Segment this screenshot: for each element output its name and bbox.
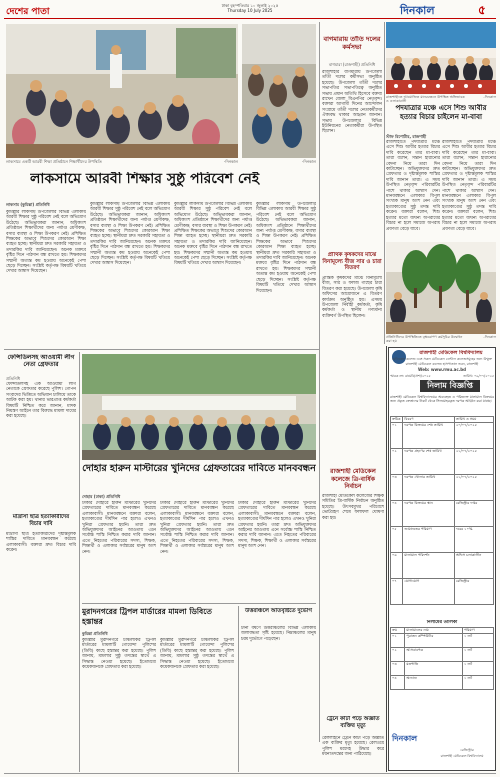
table-row	[391, 552, 494, 578]
table-row	[391, 633, 494, 647]
arrest-body: ফেন্সিডিলসহ এক আওয়ামী লীগ নেতাকে গ্রেফতার করেছে পুলিশ। গোপন সংবাদের ভিত্তিতে অভিযান চালিয়ে তাকে আটক করা হয়। থানার ভারপ্রাপ্ত কর্মকর্তা বিষয়টি নিশ্চিত করে জানান, মাদক নিয়ন্ত্রণ আইনে তার বিরুদ্ধে মামলা দায়ের করা হয়েছে।	[6, 382, 76, 420]
notice-list-th-item: মালামালের নাম	[405, 628, 463, 634]
bagmara-body: রাজশাহীর বাগমারায় উপজেলা তাঁতী দলের কর্মীসভা অনুষ্ঠিত হয়েছে। উপজেলা তাঁতী দলের সভাপতির সভাপতিত্বে অনুষ্ঠিত সভায় প্রধান অতিথি হিসেবে বক্তব্য রাখেন জেলা বিএনপির নেতৃবৃন্দ। বক্তারা আগামী দিনের আন্দোলন সংগ্রামে তাঁতী দলের নেতাকর্মীদের ঐক্যবদ্ধ থাকার আহ্বান জানান। সভায় উপজেলার বিভিন্ন ইউনিয়নের নেতাকর্মীরা উপস্থিত ছিলেন।	[322, 70, 382, 135]
table-cell: ০৩	[391, 474, 403, 500]
notice-list-th-serial: ক্রম	[391, 628, 405, 634]
human-chain-body-col2: ঢাকার দোহারে হারুন মাস্টারের খুনিদের গ্রেফতারের দাবিতে মানববন্ধন করেছে এলাকাবাসী। মানববন্ধনে বক্তারা বলেন, হত্যাকাণ্ডের দীর্ঘদিন পার হলেও এখনও খুনিরা গ্রেফতার হয়নি। তারা দ্রুত অভিযুক্তদের আইনের আওতায় এনে সর্বোচ্চ শাস্তি নিশ্চিত করার দাবি জানান। এতে নিহতের পরিবারের সদস্য, শিক্ষক, শিক্ষার্থী ও এলাকার সর্বস্তরের মানুষ অংশ নেন।	[160, 501, 234, 555]
table-cell: ১ লট	[463, 661, 494, 675]
notice-th-date: তারিখ ও সময়	[454, 417, 493, 423]
lead-body-col2: কুমিল্লার লাকসাম উপজেলার বিভিন্ন এলাকায় আরবী শিক্ষার সুষ্ঠু পরিবেশ নেই বলে অভিযোগ উঠেছে। অভিভাবকরা জানান, অধিকাংশ প্রতিষ্ঠানে শিক্ষার্থীদের জন্য পর্যাপ্ত শ্রেণীকক্ষ, বসার ব্যবস্থা ও শিক্ষা উপকরণ নেই। প্রশিক্ষিত শিক্ষকের অভাবে শিশুদের কোরআন শিক্ষা ব্যাহত হচ্ছে। স্থানীয়রা দ্রুত সরকারি সহায়তা ও তদারকির দাবি জানিয়েছেন। অনেক মক্তবে বৃষ্টির দিনে পাঠদান বন্ধ রাখতে হয়। শিক্ষকদের সম্মানী অত্যন্ত কম হওয়ায় অনেকেই পেশা ছেড়ে দিচ্ছেন। সংশ্লিষ্ট কর্তৃপক্ষ বিষয়টি খতিয়ে দেখার আশ্বাস দিয়েছেন।	[90, 202, 170, 267]
table-cell: ১ লট	[463, 675, 494, 689]
bagmara-headline: বাগমারায় তাঁতি দলের কর্মসভা	[323, 36, 381, 51]
table-cell: ০৭	[391, 578, 403, 604]
table-row	[391, 474, 494, 500]
lead-headline: লাকসামে আরবী শিক্ষার সুষ্ঠু পরিবেশ নেই	[30, 172, 260, 187]
top-right-photo-caption: রাজশাহীতে আয়োজিত মানববন্ধনে উপস্থিত অভিভাবক ও এলাকাবাসী	[386, 95, 465, 104]
human-chain-byline: দোহার (ঢাকা) প্রতিনিধি	[82, 494, 121, 499]
table-cell: দরপত্র বিক্রয়ের শেষ তারিখ	[403, 422, 455, 448]
table-cell: ০৬	[391, 552, 403, 578]
table-cell: ০২	[391, 448, 403, 474]
notice-title-bar: নিলাম বিজ্ঞপ্তি	[420, 380, 480, 392]
table-cell: ০৫	[391, 526, 403, 552]
top-right-headline: পদযাত্রার মঞ্চে এসে শিশু আবীর হত্যার বিচার চাইলেন মা-বাবা	[395, 104, 487, 121]
notice-table	[390, 416, 494, 616]
lead-body-col4: কুমিল্লার লাকসাম উপজেলার বিভিন্ন এলাকায় আরবী শিক্ষার সুষ্ঠু পরিবেশ নেই বলে অভিযোগ উঠেছে। অভিভাবকরা জানান, অধিকাংশ প্রতিষ্ঠানে শিক্ষার্থীদের জন্য পর্যাপ্ত শ্রেণীকক্ষ, বসার ব্যবস্থা ও শিক্ষা উপকরণ নেই। প্রশিক্ষিত শিক্ষকের অভাবে শিশুদের কোরআন শিক্ষা ব্যাহত হচ্ছে। স্থানীয়রা দ্রুত সরকারি সহায়তা ও তদারকির দাবি জানিয়েছেন। অনেক মক্তবে বৃষ্টির দিনে পাঠদান বন্ধ রাখতে হয়। শিক্ষকদের সম্মানী অত্যন্ত কম হওয়ায় অনেকেই পেশা ছেড়ে দিচ্ছেন। সংশ্লিষ্ট কর্তৃপক্ষ বিষয়টি খতিয়ে দেখার আশ্বাস দিয়েছেন।	[256, 202, 316, 294]
plant-body: প্রান্তিক কৃষকদের মাঝে বিনামূল্যে বীজ, সার ও ফলজ গাছের চারা বিতরণ করা হয়েছে। উপজেলা কৃষি অফিসের আয়োজনে এ বিতরণ কার্যক্রম অনুষ্ঠিত হয়। এসময় উপজেলা নির্বাহী কর্মকর্তা, কৃষি কর্মকর্তা ও স্থানীয় গণ্যমান্য ব্যক্তিবর্গ উপস্থিত ছিলেন।	[322, 276, 382, 319]
human-chain-headline: দোহার হারুন মাস্টারের খুনিদের গ্রেফতারের দাবিতে মানববন্ধন	[82, 463, 316, 474]
table-row	[391, 675, 494, 689]
header-date	[150, 3, 350, 13]
top-right-body-col2: রাজশাহীতে পদযাত্রার মঞ্চে এসে শিশু আবীর হত্যার বিচার দাবি করেছেন তার মা-বাবা। তারা বলেন, সন্তান হারানোর বেদনা নিয়ে তারা দিন কাটাচ্ছেন। অভিযুক্তদের দ্রুত গ্রেফতার ও দৃষ্টান্তমূলক শাস্তির দাবি জানান তারা। এ সময় উপস্থিত নেতৃবৃন্দ পরিবারটির পাশে থাকার আশ্বাস দেন। মানববন্ধনে এলাকার বিপুল সংখ্যক মানুষ অংশ নেন এবং হত্যাকাণ্ডের সুষ্ঠু তদন্ত দাবি করেন। বক্তারা বলেন, শিশু হত্যার মতো জঘন্য অপরাধের বিচার না হলে সমাজে অপরাধ প্রবণতা বেড়ে যাবে।	[442, 140, 496, 232]
train-headline: ট্রেনে কাটা পড়ে অজ্ঞাত ব্যক্তির মৃত্যু	[326, 716, 380, 729]
human-chain-body-col3: ঢাকার দোহারে হারুন মাস্টারের খুনিদের গ্রেফতারের দাবিতে মানববন্ধন করেছে এলাকাবাসী। মানববন্ধনে বক্তারা বলেন, হত্যাকাণ্ডের দীর্ঘদিন পার হলেও এখনও খুনিরা গ্রেফতার হয়নি। তারা দ্রুত অভিযুক্তদের আইনের আওতায় এনে সর্বোচ্চ শাস্তি নিশ্চিত করার দাবি জানান। এতে নিহতের পরিবারের সদস্য, শিক্ষক, শিক্ষার্থী ও এলাকার সর্বস্তরের মানুষ অংশ নেন।	[238, 501, 316, 550]
section-title: দেশের পাতা	[6, 7, 50, 17]
mid-photo	[242, 24, 316, 158]
driver-headline: মুরাদনগরের ট্রিপল মার্ডারের মামলা ডিবিতে হস্তান্তর	[82, 607, 212, 626]
table-cell: ২১/০৭/২০২৫	[454, 448, 493, 474]
lead-byline: লাকসাম (কুমিল্লা) প্রতিনিধি	[6, 202, 50, 207]
table-cell: ০১	[391, 633, 405, 647]
table-row	[391, 661, 494, 675]
table-row	[391, 448, 494, 474]
driver-byline: কুমিল্লা প্রতিনিধি	[82, 631, 108, 636]
notice-footer-logo: দিনকাল	[392, 733, 418, 743]
table-cell: ০৩	[391, 661, 405, 675]
mother-headline: মাদ্রাসা ছাত্র হত্যাকারীদের বিচার দাবি	[12, 514, 70, 527]
table-row	[391, 526, 494, 552]
notice-list-table	[390, 627, 494, 707]
driver-body-col1: কুমিল্লার মুরাদনগরে চাঞ্চল্যকর ট্রিপল মার্ডারের মামলাটি গোয়েন্দা পুলিশের (ডিবি) কাছে হস্তান্তর করা হয়েছে। পুলিশ জানায়, মামলার সুষ্ঠু তদন্তের স্বার্থে এ সিদ্ধান্ত নেওয়া হয়েছে। ইতোমধ্যে কয়েকজনকে গ্রেফতার করা হয়েছে।	[82, 638, 156, 671]
notice-web[interactable]: Web: www.rmu.ac.bd	[417, 367, 466, 372]
bagmara-byline: বাগমারা (রাজশাহী) প্রতিনিধি	[328, 62, 376, 67]
top-right-photo-credit: -দিনকাল	[483, 95, 496, 99]
notice-date: তারিখ: ০৯/০৭/২০২৫	[463, 374, 494, 378]
arrest-headline: ফেন্সিডিলসহ আওয়ামী লীগ নেতা গ্রেফতার	[7, 354, 75, 368]
table-cell: অন্যান্য	[405, 675, 463, 689]
table-cell: ১ লট	[463, 647, 494, 661]
table-cell: ০৪	[391, 675, 405, 689]
tree-photo	[386, 242, 496, 334]
notice-signer: রেজিস্ট্রার	[460, 748, 474, 752]
notice-memo: স্মারক নং: রামেবি/প্রশা/২০২৫	[390, 374, 431, 378]
arrest-byline: প্রতিনিধি	[6, 376, 21, 381]
notice-signer-org: রাজশাহী মেডিকেল বিশ্ববিদ্যালয়	[440, 754, 484, 758]
table-cell: রেজিস্ট্রার দপ্তর	[454, 500, 493, 526]
mother-body: মাদ্রাসা ছাত্র হত্যাকারীদের দৃষ্টান্তমূলক শাস্তির দাবিতে মানববন্ধন করেছে এলাকাবাসী। বক্তারা দ্রুত বিচার দাবি করেন।	[6, 532, 76, 554]
flood-body: টানা বর্ষণে উত্তরাঞ্চলের বিভিন্ন এলাকায় জলাবদ্ধতা সৃষ্টি হয়েছে। নিম্নাঞ্চলের মানুষ চরম দুর্ভোগে পড়েছেন।	[241, 626, 316, 642]
table-cell: জামানতের পরিমাণ	[403, 526, 455, 552]
mid-photo-credit: -দিনকাল	[301, 159, 316, 164]
table-cell: আসবাবপত্র	[405, 647, 463, 661]
lead-photo-caption: লাকসামে একটি আরবী শিক্ষা প্রতিষ্ঠানে শিক্ষার্থীদের উপস্থিতি	[6, 159, 102, 164]
notice-intro: রাজশাহী মেডিকেল বিশ্ববিদ্যালয়ের অব্যবহৃত ও পরিত্যক্ত মালামাল বিক্রয়ের জন্য প্রকৃত ক্রেতাদের নিকট থেকে সিলমোহরকৃত দরপত্র আহ্বান করা যাচ্ছে।	[390, 395, 494, 404]
table-row	[391, 422, 494, 448]
table-cell: দরপত্র খোলার তারিখ	[403, 474, 455, 500]
header-date-bn: ঢাকা বৃহস্পতিবার ১০ জুলাই ২০২৫	[221, 3, 279, 8]
table-cell: দরপত্র গ্রহণের শেষ তারিখ	[403, 448, 455, 474]
table-cell: ০১	[391, 422, 403, 448]
tree-photo-credit: -দিনকাল	[483, 335, 496, 339]
notice-th-serial: ক্রমিক	[391, 417, 403, 423]
notice-list-th-qty: পরিমাণ	[463, 628, 494, 634]
notice-th-desc: বিবরণ	[403, 417, 455, 423]
notice-org: রাজশাহী মেডিকেল বিশ্ববিদ্যালয়	[419, 350, 483, 356]
table-cell: দরের ১০%	[454, 526, 493, 552]
table-cell: ১ লট	[463, 633, 494, 647]
lead-photo	[6, 24, 238, 158]
train-body: রেললাইনে ট্রেনে কাটা পড়ে অজ্ঞাত এক ব্যক্তির মৃত্যু হয়েছে। রেলওয়ে পুলিশ মরদেহ উদ্ধার করে ময়নাতদন্তের জন্য পাঠিয়েছে।	[322, 736, 384, 758]
lead-body-col3: কুমিল্লার লাকসাম উপজেলার বিভিন্ন এলাকায় আরবী শিক্ষার সুষ্ঠু পরিবেশ নেই বলে অভিযোগ উঠেছে। অভিভাবকরা জানান, অধিকাংশ প্রতিষ্ঠানে শিক্ষার্থীদের জন্য পর্যাপ্ত শ্রেণীকক্ষ, বসার ব্যবস্থা ও শিক্ষা উপকরণ নেই। প্রশিক্ষিত শিক্ষকের অভাবে শিশুদের কোরআন শিক্ষা ব্যাহত হচ্ছে। স্থানীয়রা দ্রুত সরকারি সহায়তা ও তদারকির দাবি জানিয়েছেন। অনেক মক্তবে বৃষ্টির দিনে পাঠদান বন্ধ রাখতে হয়। শিক্ষকদের সম্মানী অত্যন্ত কম হওয়ায় অনেকেই পেশা ছেড়ে দিচ্ছেন। সংশ্লিষ্ট কর্তৃপক্ষ বিষয়টি খতিয়ে দেখার আশ্বাস দিয়েছেন।	[174, 202, 252, 267]
top-right-photo	[386, 22, 496, 94]
tree-photo-caption: প্রতিনিধিদের উপস্থিতিতে বৃক্ষরোপণ কর্মসূচির উদ্বোধন করা হয়	[386, 335, 463, 344]
human-chain-body-col1: ঢাকার দোহারে হারুন মাস্টারের খুনিদের গ্রেফতারের দাবিতে মানববন্ধন করেছে এলাকাবাসী। মানববন্ধনে বক্তারা বলেন, হত্যাকাণ্ডের দীর্ঘদিন পার হলেও এখনও খুনিরা গ্রেফতার হয়নি। তারা দ্রুত অভিযুক্তদের আইনের আওতায় এনে সর্বোচ্চ শাস্তি নিশ্চিত করার দাবি জানান। এতে নিহতের পরিবারের সদস্য, শিক্ষক, শিক্ষার্থী ও এলাকার সর্বস্তরের মানুষ অংশ নেন।	[82, 501, 156, 555]
header-date-en: Thursday 10 July 2025	[227, 8, 273, 13]
table-cell: মালামাল পরিদর্শন	[403, 552, 455, 578]
table-cell: ০৪	[391, 500, 403, 526]
top-right-byline: স্টাফ রিপোর্টার, রাজশাহী	[386, 134, 427, 139]
notice-org-sub: মেডিকেল কলেজ এবং সকল মেডিকেল ডেন্টাল কলেজসমূহের জন্য উন্মুক্ত	[392, 357, 492, 361]
table-cell: ২১/০৭/২০২৫	[454, 474, 493, 500]
table-row	[391, 500, 494, 526]
table-cell: ২০/০৭/২০২৫	[454, 422, 493, 448]
table-row	[391, 578, 494, 604]
table-row	[391, 647, 494, 661]
school-body: রাজশাহী মেডিকেল কলেজের শিক্ষক সমিতির ত্রি-বার্ষিক নির্বাচন অনুষ্ঠিত হয়েছে। উৎসবমুখর পরিবেশে ভোটগ্রহণ শেষে ফলাফল ঘোষণা করা হয়।	[322, 494, 384, 521]
table-cell: যন্ত্রপাতি	[405, 661, 463, 675]
lead-photo-credit: -দিনকাল	[223, 159, 238, 164]
table-cell: দরপত্র বিক্রয়ের স্থান	[403, 500, 455, 526]
table-cell: ০২	[391, 647, 405, 661]
plant-headline: প্রাথিক কৃষকদের মাঝে বিনামূল্যে বীজ সার ও চারা বিতরণ	[322, 252, 382, 271]
human-chain-photo	[82, 354, 316, 460]
lead-body-col1: কুমিল্লার লাকসাম উপজেলার বিভিন্ন এলাকায় আরবী শিক্ষার সুষ্ঠু পরিবেশ নেই বলে অভিযোগ উঠেছে। অভিভাবকরা জানান, অধিকাংশ প্রতিষ্ঠানে শিক্ষার্থীদের জন্য পর্যাপ্ত শ্রেণীকক্ষ, বসার ব্যবস্থা ও শিক্ষা উপকরণ নেই। প্রশিক্ষিত শিক্ষকের অভাবে শিশুদের কোরআন শিক্ষা ব্যাহত হচ্ছে। স্থানীয়রা দ্রুত সরকারি সহায়তা ও তদারকির দাবি জানিয়েছেন। অনেক মক্তবে বৃষ্টির দিনে পাঠদান বন্ধ রাখতে হয়। শিক্ষকদের সম্মানী অত্যন্ত কম হওয়ায় অনেকেই পেশা ছেড়ে দিচ্ছেন। সংশ্লিষ্ট কর্তৃপক্ষ বিষয়টি খতিয়ে দেখার আশ্বাস দিয়েছেন।	[6, 210, 86, 275]
table-cell: যোগাযোগ	[403, 578, 455, 604]
notice-list-title: নিলামের তালিকা	[426, 620, 458, 625]
notice-address: রাজশাহী মেডিকেল কলেজ হাসপাতাল ভবন, রাজশাহী	[405, 362, 479, 366]
table-cell: অফিস চলাকালীন	[454, 552, 493, 578]
table-cell: রেজিস্ট্রার	[454, 578, 493, 604]
table-cell: পুরাতন কম্পিউটার	[405, 633, 463, 647]
page-number: ৫	[478, 3, 486, 17]
school-headline: রাজশাহী মেডিকেল কলেজে ত্রি-বার্ষিক নির্বাচন	[330, 468, 376, 490]
top-right-body-col1: রাজশাহীতে পদযাত্রার মঞ্চে এসে শিশু আবীর হত্যার বিচার দাবি করেছেন তার মা-বাবা। তারা বলেন, সন্তান হারানোর বেদনা নিয়ে তারা দিন কাটাচ্ছেন। অভিযুক্তদের দ্রুত গ্রেফতার ও দৃষ্টান্তমূলক শাস্তির দাবি জানান তারা। এ সময় উপস্থিত নেতৃবৃন্দ পরিবারটির পাশে থাকার আশ্বাস দেন। মানববন্ধনে এলাকার বিপুল সংখ্যক মানুষ অংশ নেন এবং হত্যাকাণ্ডের সুষ্ঠু তদন্ত দাবি করেন। বক্তারা বলেন, শিশু হত্যার মতো জঘন্য অপরাধের বিচার না হলে সমাজে অপরাধ প্রবণতা বেড়ে যাবে।	[386, 140, 440, 232]
flood-headline: উত্তরাঞ্চলে অতিবৃষ্টিতে দুর্ভোগ	[245, 608, 312, 614]
masthead-logo: দিনকাল	[400, 4, 435, 17]
driver-body-col2: কুমিল্লার মুরাদনগরে চাঞ্চল্যকর ট্রিপল মার্ডারের মামলাটি গোয়েন্দা পুলিশের (ডিবি) কাছে হস্তান্তর করা হয়েছে। পুলিশ জানায়, মামলার সুষ্ঠু তদন্তের স্বার্থে এ সিদ্ধান্ত নেওয়া হয়েছে। ইতোমধ্যে কয়েকজনকে গ্রেফতার করা হয়েছে।	[160, 638, 234, 671]
